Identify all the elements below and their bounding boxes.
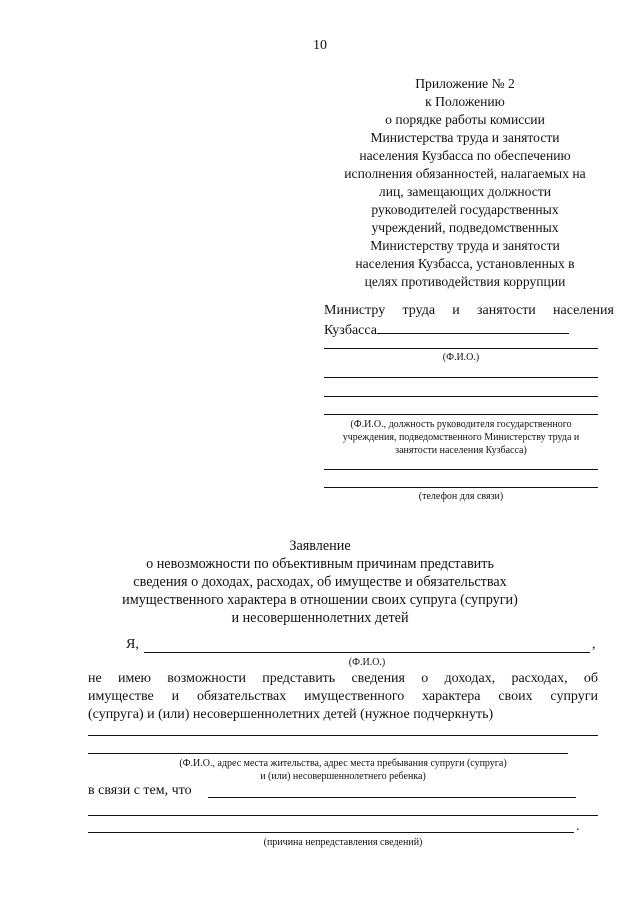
body-line: (супруга) и (или) несовершеннолетних детей (нужное подчеркнуть) (88, 707, 494, 722)
statement-subtitle-line: имущественного характера в отношении своих супруга (супруги) (122, 592, 518, 608)
addressee-block (324, 302, 614, 340)
appendix-line: Министерству труда и занятости (370, 238, 560, 253)
appendix-line: к Положению (425, 94, 505, 109)
statement-subtitle-line: сведения о доходах, расходах, об имуществе и обязательствах (133, 574, 507, 590)
reason-line-2[interactable] (88, 815, 598, 816)
reason-caption: (причина непредставления сведений) (263, 837, 423, 848)
addressee-word: занятости (477, 303, 536, 318)
caption-line: (Ф.И.О., адрес места жительства, адрес места пребывания супруги (супруга) (179, 758, 507, 769)
statement-title-block (60, 537, 580, 627)
appendix-line: населения Кузбасса по обеспечению (359, 148, 571, 163)
appendix-line: населения Кузбасса, установленных в (355, 256, 575, 271)
statement-subtitle-line: о невозможности по объективным причинам представить (146, 556, 494, 572)
body-line: имуществе и обязательствах имущественного характера своих супруги (88, 689, 598, 704)
appendix-line: исполнения обязанностей, налагаемых на (344, 166, 586, 181)
applicant-line-1[interactable] (324, 377, 598, 378)
applicant-line-4[interactable] (324, 469, 598, 470)
statement-body (88, 670, 598, 724)
appendix-header (300, 75, 630, 291)
addressee-word: и (452, 303, 460, 318)
spouse-line-1[interactable] (88, 735, 598, 736)
applicant-fio-field[interactable] (144, 652, 590, 653)
position-caption (316, 418, 606, 457)
appendix-line: о порядке работы комиссии (385, 112, 545, 127)
appendix-line: Приложение № 2 (415, 76, 515, 91)
appendix-line: руководителей государственных (371, 202, 559, 217)
caption-line: занятости населения Кузбасса) (395, 445, 527, 456)
addressee-word: Министру (324, 303, 386, 318)
reason-period: . (576, 819, 580, 834)
appendix-line: учреждений, подведомственных (371, 220, 559, 235)
page-number: 10 (313, 38, 327, 53)
appendix-line: Министерства труда и занятости (370, 130, 560, 145)
ya-label: Я, (126, 637, 139, 652)
spouse-line-2[interactable] (88, 753, 568, 754)
reason-field[interactable] (208, 797, 576, 798)
addressee-line (324, 320, 614, 340)
statement-subtitle-line: и несовершеннолетних детей (231, 610, 409, 626)
statement-title: Заявление (289, 538, 351, 554)
addressee-name-field[interactable] (377, 320, 569, 334)
addressee-word: труда (402, 303, 436, 318)
ya-fio-caption: (Ф.И.О.) (348, 657, 386, 668)
caption-line: и (или) несовершеннолетнего ребенка) (260, 771, 426, 782)
reason-line-3[interactable] (88, 832, 574, 833)
phone-field[interactable] (324, 487, 598, 488)
reason-label: в связи с тем, что (88, 783, 192, 798)
body-line: не имею возможности представить сведения о доходах, расходах, об (88, 671, 598, 686)
addressee-line (324, 302, 614, 320)
fio-caption: (Ф.И.О.) (442, 352, 480, 363)
addressee-fio-field[interactable] (324, 348, 598, 349)
spouse-caption (88, 757, 598, 783)
phone-caption: (телефон для связи) (418, 491, 504, 502)
appendix-line: целях противодействия коррупции (364, 274, 566, 289)
addressee-region: Кузбасса (324, 323, 377, 338)
applicant-line-3[interactable] (324, 414, 598, 415)
caption-line: (Ф.И.О., должность руководителя государственного (350, 419, 572, 430)
addressee-word: населения (553, 303, 614, 318)
ya-comma: , (592, 637, 596, 652)
applicant-line-2[interactable] (324, 396, 598, 397)
caption-line: учреждения, подведомственного Министерству труда и (342, 432, 580, 443)
appendix-line: лиц, замещающих должности (378, 184, 552, 199)
